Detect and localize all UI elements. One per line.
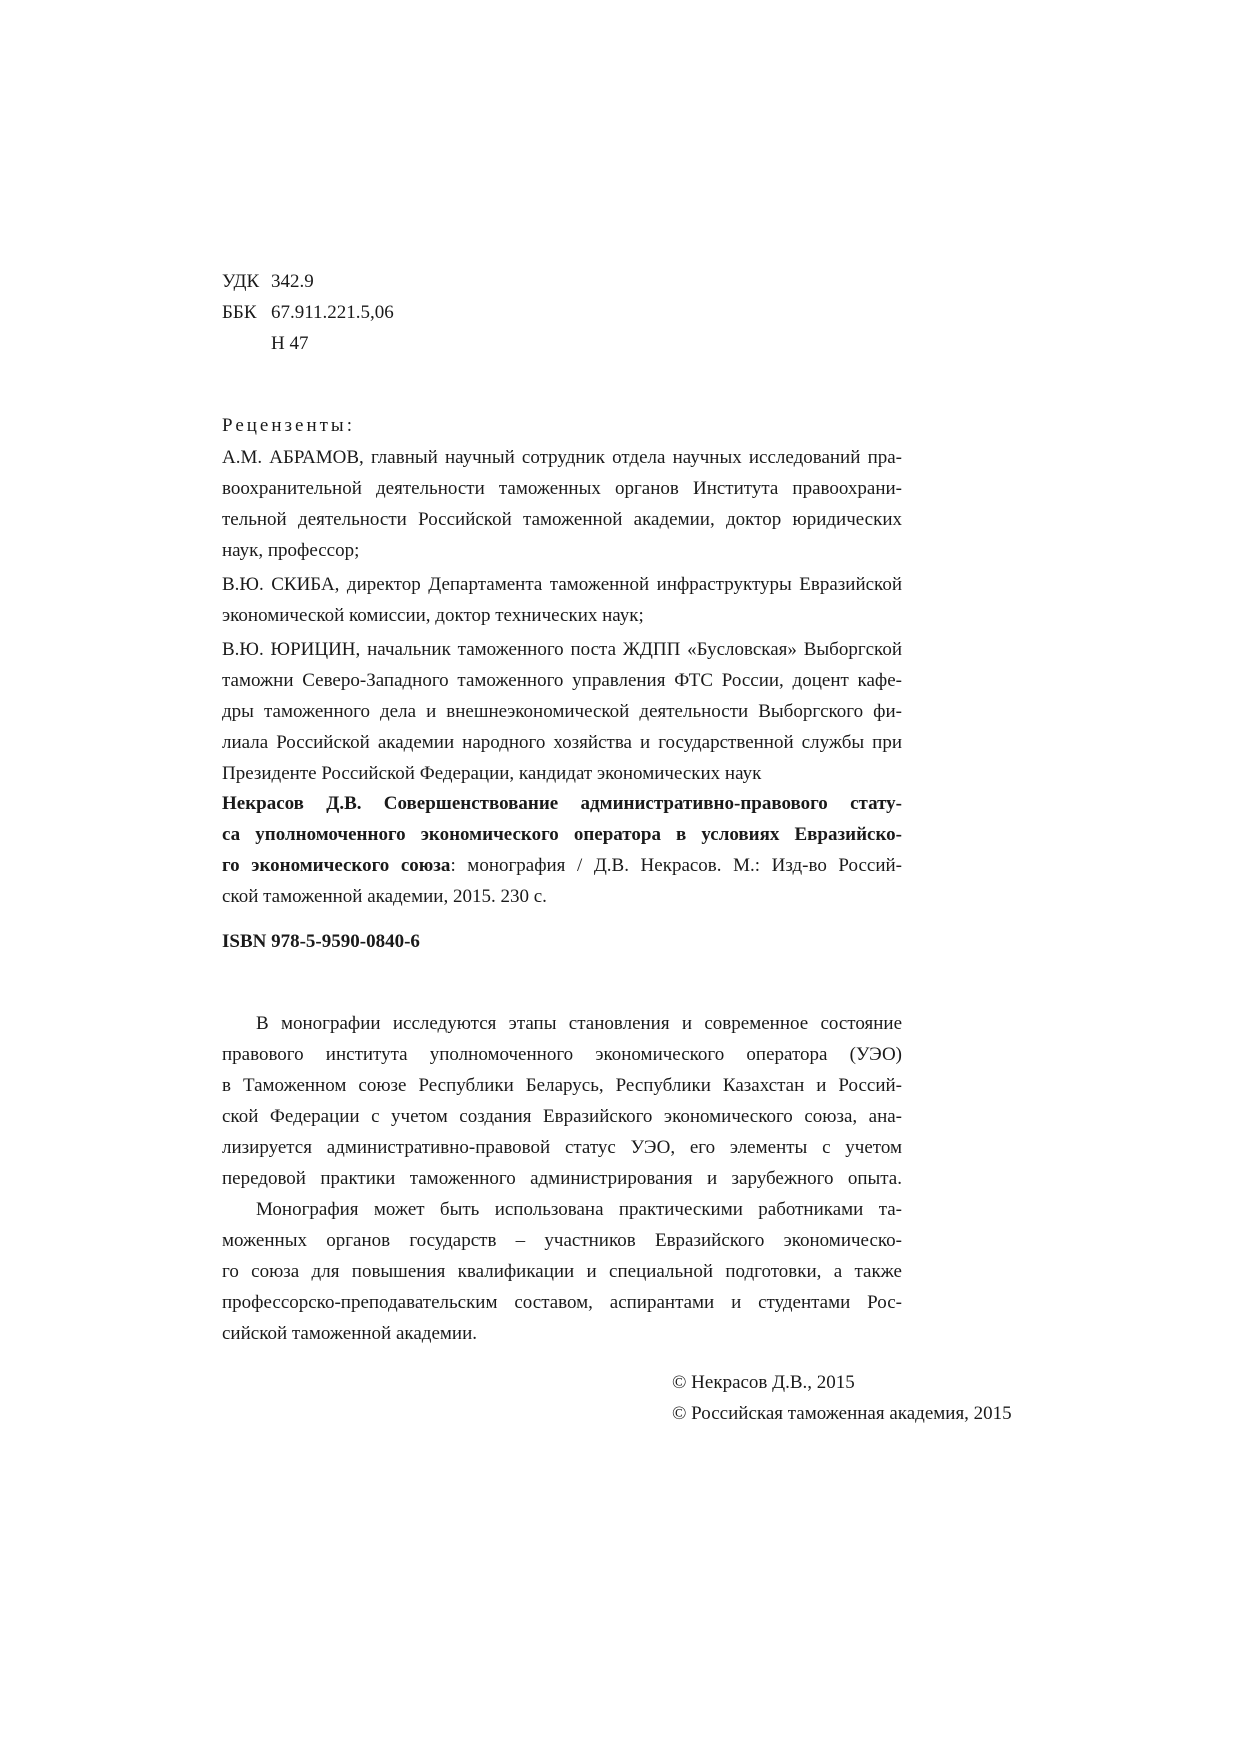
copyright-publisher: © Российская таможенная академия, 2015	[672, 1403, 1012, 1424]
reviewer-line: экономической комиссии, доктор технических наук;	[222, 605, 644, 626]
reviewer-skiba	[222, 569, 902, 631]
annotation	[222, 1008, 902, 1349]
reviewer-line: В.Ю. СКИБА, директор Департамента таможенной инфраструктуры Евразийской	[222, 574, 902, 595]
annotation-line: лизируется административно-правовой статус УЭО, его элементы с учетом	[222, 1137, 902, 1158]
classification-block	[222, 266, 902, 359]
reviewers-list	[222, 442, 902, 792]
author-mark: Н 47	[271, 333, 309, 354]
reviewer-line: наук, профессор;	[222, 540, 360, 561]
reviewer-line: таможни Северо-Западного таможенного управления ФТС России, доцент кафе-	[222, 670, 902, 691]
biblio-line: ской таможенной академии, 2015. 230 с.	[222, 886, 547, 907]
bibliographic-record	[222, 788, 902, 912]
annotation-line: моженных органов государств – участников Евразийского экономическо-	[222, 1230, 902, 1251]
copyright-author: © Некрасов Д.В., 2015	[672, 1372, 855, 1393]
bbk-value: 67.911.221.5,06	[271, 302, 394, 323]
biblio-line	[222, 850, 902, 881]
reviewer-yuritsin	[222, 634, 902, 789]
reviewer-line: воохранительной деятельности таможенных органов Института правоохрани-	[222, 478, 902, 499]
annotation-line: ской Федерации с учетом создания Евразийского экономического союза, ана-	[222, 1106, 902, 1127]
reviewer-abramov	[222, 442, 902, 566]
annotation-line: сийской таможенной академии.	[222, 1323, 477, 1344]
reviewer-line: дры таможенного дела и внешнеэкономической деятельности Выборгского фи-	[222, 701, 902, 722]
annotation-line: го союза для повышения квалификации и специальной подготовки, а также	[222, 1261, 902, 1282]
biblio-title-end: го экономического союза	[222, 855, 451, 876]
udk-value: 342.9	[271, 271, 314, 292]
annotation-line: профессорско-преподавательским составом, аспирантами и студентами Рос-	[222, 1292, 902, 1313]
biblio-line: Некрасов Д.В. Совершенствование административно-правового стату-	[222, 793, 902, 814]
reviewer-line: Президенте Российской Федерации, кандидат экономических наук	[222, 763, 762, 784]
annotation-line: правового института уполномоченного экономического оператора (УЭО)	[222, 1044, 902, 1065]
reviewer-line: тельной деятельности Российской таможенной академии, доктор юридических	[222, 509, 902, 530]
udk-label: УДК	[222, 271, 260, 292]
bbk-row	[222, 297, 902, 328]
copyright-block	[672, 1367, 1012, 1429]
reviewer-line: лиала Российской академии народного хозяйства и государственной службы при	[222, 732, 902, 753]
annotation-line: передовой практики таможенного администрирования и зарубежного опыта.	[222, 1168, 902, 1189]
author-mark-row	[222, 328, 902, 359]
reviewer-line: В.Ю. ЮРИЦИН, начальник таможенного поста ЖДПП «Бусловская» Выборгской	[222, 639, 902, 660]
reviewer-line: А.М. АБРАМОВ, главный научный сотрудник отдела научных исследований пра-	[222, 447, 902, 468]
biblio-line: са уполномоченного экономического оператора в условиях Евразийско-	[222, 824, 902, 845]
annotation-line: в Таможенном союзе Республики Беларусь, Республики Казахстан и Россий-	[222, 1075, 902, 1096]
reviewers-heading: Рецензенты:	[222, 415, 355, 436]
annotation-paragraph	[222, 1008, 902, 1194]
annotation-line: В монографии исследуются этапы становления и современное состояние	[256, 1013, 902, 1034]
annotation-line: Монография может быть использована практическими работниками та-	[256, 1199, 902, 1220]
annotation-paragraph	[222, 1194, 902, 1349]
isbn: ISBN 978-5-9590-0840-6	[222, 931, 420, 952]
biblio-publisher: : монография / Д.В. Некрасов. М.: Изд-во Россий-	[450, 855, 902, 876]
udk-row	[222, 266, 902, 297]
bbk-label: ББК	[222, 302, 257, 323]
